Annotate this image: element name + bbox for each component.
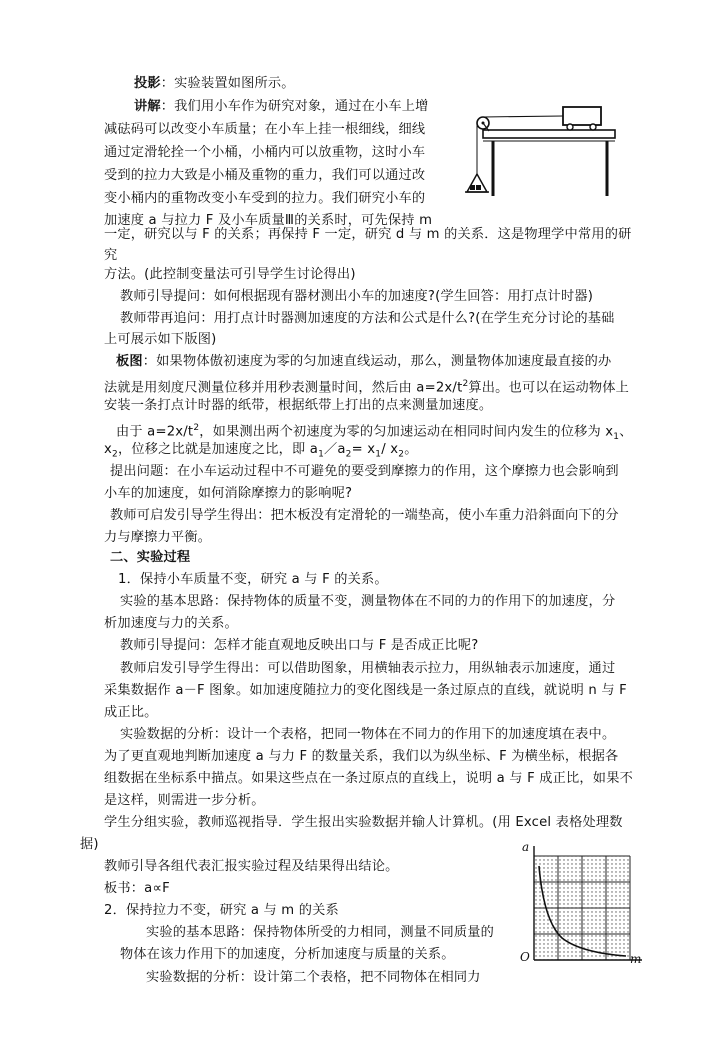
am-graph <box>514 840 654 971</box>
board-text-2b: 算出。也可以在运动物体上 <box>468 380 630 396</box>
step-1-analysis-line-3: 组数据在坐标系中描点。如果这些点在一条过原点的直线上，说明 a 与 F 成正比，如果不 <box>104 771 633 786</box>
since2-f: 。 <box>404 442 418 457</box>
step-1-idea-line-1: 实验的基本思路：保持物体的质量不变，测量物体在不同的力的作用下的加速度，分 <box>120 594 616 609</box>
step-1-heading: 1．保持小车质量不变，研究 a 与 F 的关系。 <box>118 572 388 587</box>
since2-b: ，位移之比就是加速度之比，即 a <box>117 442 319 457</box>
step-2-analysis-line-1: 实验数据的分析：设计第二个表格，把不同物体在相同力 <box>146 970 481 985</box>
para-raise-question-line-1: 提出问题：在小车运动过程中不可避免的要受到摩擦力的作用，这个摩擦力也会影响到 <box>110 464 619 479</box>
para-explain-line-1 <box>134 97 429 117</box>
since-text-c: 、 <box>619 424 633 440</box>
step-1-guide-line-3: 成正比。 <box>104 705 158 720</box>
step-1-board-note: 板书：a∝F <box>104 881 170 896</box>
explain-text-1: ：我们用小车作为研究对象，通过在小车上增 <box>160 99 429 114</box>
step-1-students-line-1: 学生分组实验，教师巡视指导．学生报出实验数据并输人计算机。(用 Excel 表格处理数 <box>104 815 623 830</box>
graph-y-label: a <box>522 840 530 854</box>
step-1-analysis-line-1: 实验数据的分析：设计一个表格，把同一物体在不同力的作用下的加速度填在表中。 <box>120 727 616 742</box>
para-explain-line-9: 方法。(此控制变量法可引导学生讨论得出) <box>104 267 356 282</box>
para-explain-line-5: 变小桶内的重物改变小车受到的拉力。我们研究小车的 <box>104 191 426 206</box>
since-text-a: 由于 a=2x/t <box>116 424 194 440</box>
since-text-b: ，如果测出两个初速度为零的匀加速运动在相同时间内发生的位移为 x <box>199 424 614 440</box>
para-board-line-2 <box>104 374 629 398</box>
since-sub: 1 <box>613 432 620 443</box>
step-1-guide-line-2: 采集数据作 a－F 图象。如加速度随拉力的变化图线是一条过原点的直线，就说明 n 与 F <box>104 683 627 698</box>
since2-sub3: 2 <box>345 449 352 460</box>
step-1-idea-line-2: 析加速度与力的关系。 <box>104 616 238 631</box>
para-explain-line-3: 通过定滑轮拴一个小桶，小桶内可以放重物，这时小车 <box>104 145 426 160</box>
since2-e: / x <box>381 442 399 457</box>
para-teacher-guide-line-2: 力与摩擦力平衡。 <box>104 530 212 545</box>
step-2-idea-line-1: 实验的基本思路：保持物体所受的力相同，测量不同质量的 <box>146 925 495 940</box>
para-raise-question-line-2: 小车的加速度，如何消除摩擦力的影响呢? <box>104 486 353 501</box>
step-1-students-line-2: 据) <box>80 837 99 852</box>
para-board-line-1 <box>116 352 611 372</box>
since2-sub4: 1 <box>375 449 382 460</box>
board-text-2-sup: 2 <box>462 379 469 389</box>
para-explain-line-2: 减砝码可以改变小车质量；在小车上挂一根细线，细线 <box>104 122 426 137</box>
since-sup: 2 <box>193 423 200 433</box>
step-1-guide-line-1: 教师启发引导学生得出：可以借助图象，用横轴表示拉力，用纵轴表示加速度，通过 <box>120 661 616 676</box>
para-teacher-question-2-line-1: 教师带再追问：用打点计时器测加速度的方法和公式是什么?(在学生充分讨论的基础 <box>120 311 615 326</box>
since2-sub1: 2 <box>112 449 118 460</box>
step-1-analysis-line-2: 为了更直观地判断加速度 a 与力 F 的数量关系，我们以为纵坐标、F 为横坐标，根据各 <box>104 749 619 764</box>
since2-sub2: 1 <box>318 449 324 460</box>
projection-label: 投影 <box>134 76 161 91</box>
step-1-report: 教师引导各组代表汇报实验过程及结果得出结论。 <box>104 859 399 874</box>
para-projection <box>134 74 295 94</box>
para-explain-line-7: 一定，研究以与 F 的关系；再保持 F 一定，研究 d 与 m 的关系．这是物理学中常用的研 <box>104 227 632 242</box>
para-explain-line-4: 受到的拉力大致是小桶及重物的重力，我们可以通过改 <box>104 168 426 183</box>
since2-sub5: 2 <box>398 449 405 460</box>
para-explain-line-8: 究 <box>104 248 118 263</box>
explain-label: 讲解 <box>134 99 161 114</box>
graph-x-label: m <box>630 952 642 966</box>
step-2-heading: 2．保持拉力不变，研究 a 与 m 的关系 <box>104 903 339 918</box>
since2-c: ／a <box>324 442 346 457</box>
para-explain-line-6: 加速度 a 与拉力 F 及小车质量Ⅲ的关系时，可先保持 m <box>104 213 433 228</box>
projection-text: ：实验装置如图所示。 <box>160 76 295 91</box>
board-label: 板图 <box>116 354 143 369</box>
step-2-idea-line-2: 物体在该力作用下的加速度，分析加速度与质量的关系。 <box>120 947 455 962</box>
since2-d: = x <box>351 442 376 457</box>
section-heading: 二、实验过程 <box>110 550 191 565</box>
para-teacher-question-1: 教师引导提问：如何根据现有器材测出小车的加速度?(学生回答：用打点计时器) <box>120 289 594 304</box>
board-text-2a: 法就是用刻度尺测量位移并用秒表测量时间，然后由 a=2x/t <box>104 380 463 396</box>
step-1-question: 教师引导提问：怎样才能直观地反映出口与 F 是否成正比呢? <box>120 638 479 653</box>
para-board-line-3: 安装一条打点计时器的纸带，根据纸带上打出的点来测量加速度。 <box>104 398 493 413</box>
apparatus-figure <box>455 100 620 200</box>
since2-a: x <box>104 442 113 457</box>
para-since-line-2 <box>104 440 418 465</box>
step-1-analysis-line-4: 是这样，则需进一步分析。 <box>104 793 265 808</box>
para-teacher-guide-line-1: 教师可启发引导学生得出：把木板没有定滑轮的一端垫高，使小车重力沿斜面向下的分 <box>110 508 619 523</box>
para-teacher-question-2-line-2: 上可展示如下版图) <box>104 332 217 347</box>
board-text-1: ：如果物体傲初速度为零的匀加速直线运动，那么，测量物体加速度最直接的办 <box>142 354 612 369</box>
graph-origin-label: O <box>520 950 530 964</box>
